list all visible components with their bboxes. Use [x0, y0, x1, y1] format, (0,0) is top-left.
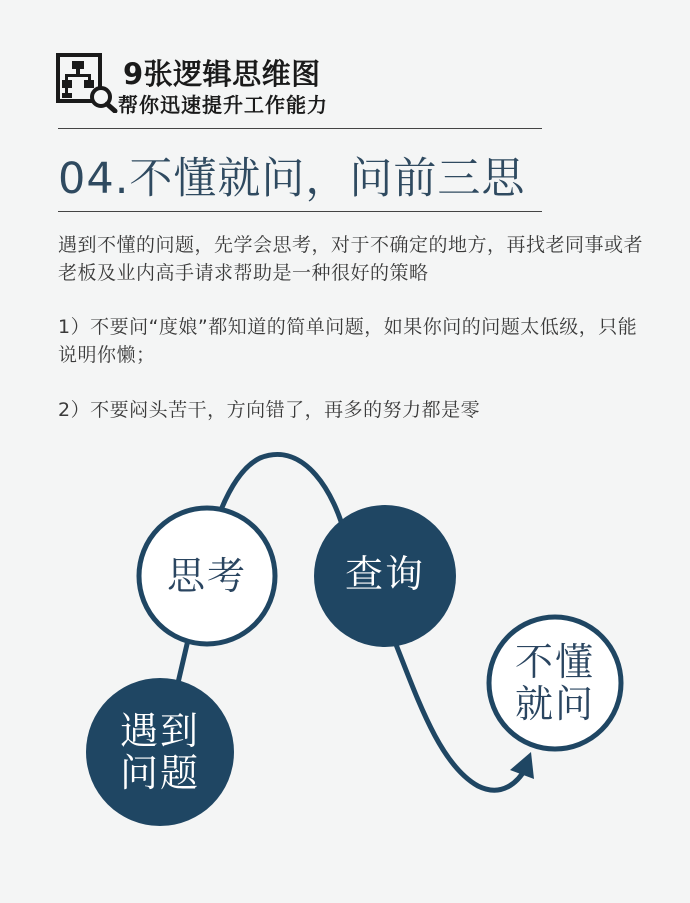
header-subtitle: 帮你迅速提升工作能力	[118, 93, 328, 117]
hierarchy-magnifier-icon	[56, 53, 118, 113]
query-label: 查询	[344, 552, 425, 596]
encounter-label: 遇到 问题	[119, 709, 200, 795]
intro-paragraph: 遇到不懂的问题，先学会思考，对于不确定的地方，再找老同事或者老板及业内高手请求帮助是一种很好的策略	[58, 234, 644, 284]
think-label: 思考	[166, 554, 247, 598]
bottom-divider	[58, 211, 542, 212]
dont-understand-label: 不懂 就问	[514, 640, 595, 726]
point-1-paragraph: 1）不要问“度娘”都知道的简单问题，如果你问的问题太低级，只能说明你懒；	[58, 316, 638, 366]
section-title: 04.不懂就问，问前三思	[58, 154, 526, 204]
top-divider	[58, 128, 542, 129]
point-2-paragraph: 2）不要闷头苦干，方向错了，再多的努力都是零	[58, 399, 481, 421]
header-title: 9张逻辑思维图	[123, 57, 321, 91]
